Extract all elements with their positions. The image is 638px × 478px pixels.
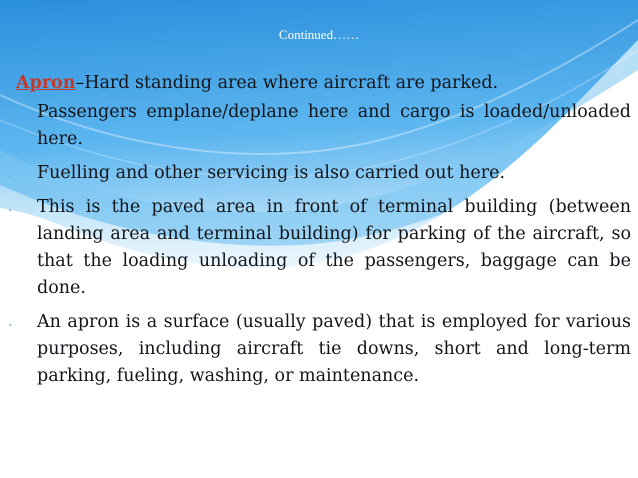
- bullet-marker: .: [8, 199, 13, 215]
- slide-header: Continued……: [278, 27, 360, 42]
- term-apron: Apron: [16, 73, 76, 93]
- lead-definition: [16, 70, 631, 97]
- bullet-text: This is the paved area in front of terminal building (between landing area and terminal building) for parking of the aircraft, so that the loading unloading of the passengers, baggage can be done.: [37, 197, 631, 298]
- bullet-marker: .: [8, 165, 13, 181]
- list-item: [8, 99, 631, 153]
- bullet-list: [8, 99, 631, 390]
- bullet-text: Fuelling and other servicing is also carried out here.: [37, 163, 506, 183]
- slide-body: [8, 70, 631, 397]
- term-separator: –: [75, 73, 85, 93]
- bullet-marker: .: [8, 104, 13, 120]
- bullet-text: Passengers emplane/deplane here and cargo is loaded/unloaded here.: [37, 102, 631, 149]
- lead-text: Hard standing area where aircraft are parked.: [84, 73, 499, 93]
- list-item: [8, 160, 631, 187]
- list-item: [8, 194, 631, 302]
- bullet-marker: .: [8, 314, 13, 330]
- bullet-text: An apron is a surface (usually paved) that is employed for various purposes, including aircraft tie downs, short and long-term parking, fueling, washing, or maintenance.: [37, 312, 631, 386]
- list-item: [8, 309, 631, 390]
